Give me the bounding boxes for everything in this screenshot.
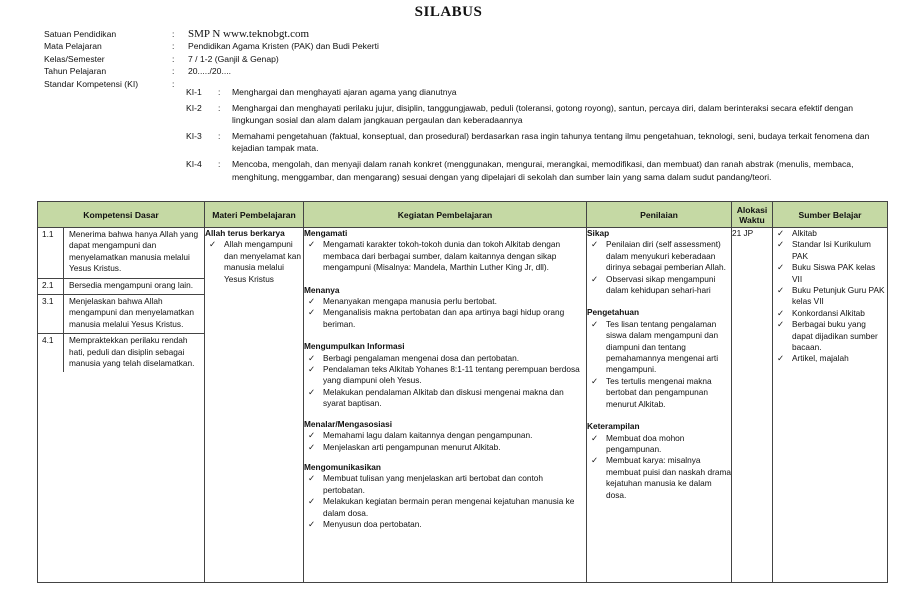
info-value: 20...../20.... — [188, 66, 231, 77]
kd-code: 4.1 — [38, 334, 64, 372]
penilaian-list — [587, 433, 731, 501]
penilaian-section-title: Sikap — [587, 228, 610, 238]
info-row-mapel: Mata Pelajaran : Pendidikan Agama Kristen (PAK) dan Budi Pekerti — [44, 41, 379, 52]
table-row — [38, 228, 888, 583]
info-label: Mata Pelajaran — [44, 41, 102, 52]
ki-code: KI-2 — [186, 102, 202, 113]
list-item: ✓ Memahami lagu dalam kaitannya dengan pengampunan. — [304, 430, 586, 441]
penilaian-section-title: Pengetahuan — [587, 307, 640, 318]
kegiatan-section-title: Mengumpulkan Informasi — [304, 341, 405, 352]
sumber-cell — [773, 228, 888, 583]
list-item: ✓ Buku Petunjuk Guru PAK kelas VII — [773, 285, 887, 308]
kd-text: Mempraktekkan perilaku rendah hati, peduli dan disiplin sebagai manusia yang telah diselamatkan. — [69, 335, 195, 369]
info-label: Kelas/Semester — [44, 53, 105, 64]
kd-code: 1.1 — [38, 228, 64, 278]
list-item: ✓ Berbagai buku yang dapat dijadikan sumber bacaan. — [773, 319, 887, 353]
sumber-list — [773, 228, 887, 365]
header-kompetensi-dasar: Kompetensi Dasar — [38, 202, 205, 228]
ki-item: KI-2 : Menghargai dan menghayati perilaku jujur, disiplin, tanggungjawab, peduli (toleransi, gotong royong), santun, percaya diri, dalam berinteraksi secara efektif dengan lingkungan sosial dan alam dalam jangkauan pergaulan dan keberadaannya — [186, 102, 886, 127]
kegiatan-list — [304, 473, 586, 530]
list-item: ✓ Standar Isi Kurikulum PAK — [773, 239, 887, 262]
header-penilaian: Penilaian — [587, 202, 732, 228]
list-item: ✓ Buku Siswa PAK kelas VII — [773, 262, 887, 285]
kd-item — [38, 228, 204, 279]
ki-text: Memahami pengetahuan (faktual, konseptual, dan prosedural) berdasarkan rasa ingin tahunya tentang ilmu pengetahuan, teknologi, seni, budaya terkait fenomena dan kejadian tampak mata. — [232, 130, 870, 154]
kegiatan-section-title: Menalar/Mengasosiasi — [304, 418, 393, 429]
list-item: ✓ Pendalaman teks Alkitab Yohanes 8:1-11 tentang perempuan berdosa yang diampuni oleh Yesus. — [304, 364, 586, 387]
list-item: ✓ Membuat doa mohon pengampunan. — [587, 433, 731, 456]
alokasi-cell — [732, 228, 773, 583]
ki-list — [186, 86, 886, 186]
list-item: ✓ Menganalisis makna pertobatan dan apa artinya bagi hidup orang beriman. — [304, 307, 586, 330]
list-item: ✓ Allah mengampuni dan menyelamat kan manusia melalui Yesus Kristus — [205, 239, 303, 285]
list-item: ✓ Membuat tulisan yang menjelaskan arti bertobat dan contoh pertobatan. — [304, 473, 586, 496]
list-item: ✓ Membuat karya: misalnya membuat puisi dan naskah drama kejatuhan manusia ke dalam dosa. — [587, 455, 731, 501]
page-title: SILABUS — [414, 4, 483, 20]
document-info — [44, 28, 379, 90]
info-row-tahun: Tahun Pelajaran : 20...../20.... — [44, 66, 231, 77]
list-item: ✓ Melakukan kegiatan bermain peran mengenai kejatuhan manusia ke dalam dosa. — [304, 496, 586, 519]
ki-code: KI-1 — [186, 87, 202, 97]
ki-item: KI-4 : Mencoba, mengolah, dan menyaji dalam ranah konkret (menggunakan, mengurai, merangkai, memodifikasi, dan membuat) dan ranah abstrak (menulis, membaca, menghitung, menggambar, dan mengarang) sesuai dengan yang dipelajari di sekolah dan sumber lain yang sama dalam sudut pandang/teori. — [186, 158, 886, 183]
list-item: ✓ Berbagi pengalaman mengenai dosa dan pertobatan. — [304, 353, 586, 364]
syllabus-table — [37, 201, 888, 583]
list-item: ✓ Melakukan pendalaman Alkitab dan diskusi mengenai makna dan syarat baptisan. — [304, 387, 586, 410]
kd-text: Bersedia mengampuni orang lain. — [69, 279, 194, 290]
kd-text: Menjelaskan bahwa Allah mengampuni dan menyelamatkan manusia melalui Yesus Kristus. — [69, 296, 194, 329]
info-row-satuan: Satuan Pendidikan : SMP N www.teknobgt.com — [44, 28, 310, 40]
list-item: ✓ Artikel, majalah — [773, 353, 887, 364]
kegiatan-cell — [304, 228, 587, 583]
kegiatan-list — [304, 353, 586, 410]
materi-cell — [205, 228, 304, 583]
header-sumber: Sumber Belajar — [773, 202, 888, 228]
list-item: ✓ Menjelaskan arti pengampunan menurut Alkitab. — [304, 442, 586, 453]
ki-text: Menghargai dan menghayati perilaku jujur, disiplin, tanggungjawab, peduli (toleransi, gotong royong), santun, percaya diri, dalam berinteraksi secara efektif dengan lingkungan sosial dan alam dalam jangkauan pergaulan dan keberadaannya — [232, 102, 854, 126]
info-value: Pendidikan Agama Kristen (PAK) dan Budi Pekerti — [188, 41, 379, 52]
info-label: Standar Kompetensi (KI) — [44, 78, 139, 89]
kegiatan-list — [304, 296, 586, 330]
list-item: ✓ Konkordansi Alkitab — [773, 308, 887, 319]
info-row-kelas: Kelas/Semester : 7 / 1-2 (Ganjil & Genap) — [44, 53, 279, 64]
kegiatan-section-title: Mengamati — [304, 228, 348, 238]
header-alokasi: Alokasi Waktu — [732, 202, 773, 228]
list-item: ✓ Menanyakan mengapa manusia perlu bertobat. — [304, 296, 586, 307]
penilaian-list — [587, 319, 731, 410]
kegiatan-section-title: Mengomunikasikan — [304, 461, 381, 472]
materi-list — [205, 239, 303, 285]
header-materi: Materi Pembelajaran — [205, 202, 304, 228]
list-item: ✓ Observasi sikap mengampuni dalam kehidupan sehari-hari — [587, 274, 731, 297]
ki-item: KI-3 : Memahami pengetahuan (faktual, konseptual, dan prosedural) berdasarkan rasa ingin tahunya tentang ilmu pengetahuan, teknologi, seni, budaya terkait fenomena dan kejadian tampak mata. — [186, 130, 886, 155]
info-value: SMP N www.teknobgt.com — [188, 28, 310, 40]
list-item: ✓ Tes tertulis mengenai makna bertobat dan pengampunan menurut Alkitab. — [587, 376, 731, 410]
ki-text: Menghargai dan menghayati ajaran agama yang dianutnya — [232, 87, 457, 97]
kd-code: 2.1 — [38, 279, 64, 294]
list-item: ✓ Mengamati karakter tokoh-tokoh dunia dan tokoh Alkitab dengan membaca dari berbagai sumber, dalam kaitannya dengan sikap mengampuni (Misalnya: Mandela, Marthin Luther King Jr, dll). — [304, 239, 586, 273]
kd-code: 3.1 — [38, 295, 64, 333]
ki-text: Mencoba, mengolah, dan menyaji dalam ranah konkret (menggunakan, mengurai, merangkai, memodifikasi, dan membuat) dan ranah abstrak (menulis, membaca, menghitung, menggambar, dan mengarang) sesuai dengan yang dipelajari di sekolah dan sumber lain yang sama dalam sudut pandang/teori. — [232, 158, 854, 182]
kd-text: Menerima bahwa hanya Allah yang dapat mengampuni dan menyelamatkan manusia melalui Yesus Kristus. — [69, 229, 199, 274]
alokasi-value: 21 JP — [732, 228, 754, 238]
list-item: ✓ Penilaian diri (self assessment) dalam menyukuri keberadaan dirinya sebagai pemberian Allah. — [587, 239, 731, 273]
ki-item: KI-1 : Menghargai dan menghayati ajaran agama yang dianutnya — [186, 86, 886, 99]
ki-code: KI-4 — [186, 158, 202, 169]
info-row-ki: Standar Kompetensi (KI) : — [44, 78, 175, 89]
kegiatan-section-title: Menanya — [304, 284, 340, 295]
info-label: Satuan Pendidikan — [44, 29, 117, 39]
table-header-row — [38, 202, 888, 228]
kd-item — [38, 334, 204, 372]
list-item: ✓ Menyusun doa pertobatan. — [304, 519, 586, 530]
list-item: ✓ Tes lisan tentang pengalaman siswa dalam mengampuni dan diampuni dan tentang pemahamannya mengenai arti mengampuni. — [587, 319, 731, 376]
materi-title: Allah terus berkarya — [205, 228, 285, 238]
kegiatan-list — [304, 430, 586, 453]
kd-item — [38, 279, 204, 295]
header-kegiatan: Kegiatan Pembelajaran — [304, 202, 587, 228]
penilaian-list — [587, 239, 731, 296]
penilaian-cell — [587, 228, 732, 583]
list-item: ✓ Alkitab — [773, 228, 887, 239]
ki-code: KI-3 — [186, 130, 202, 141]
info-label: Tahun Pelajaran — [44, 66, 107, 77]
kd-item — [38, 295, 204, 334]
kegiatan-list — [304, 239, 586, 273]
info-value: 7 / 1-2 (Ganjil & Genap) — [188, 53, 279, 64]
penilaian-section-title: Keterampilan — [587, 421, 640, 432]
kd-cell — [38, 228, 205, 583]
